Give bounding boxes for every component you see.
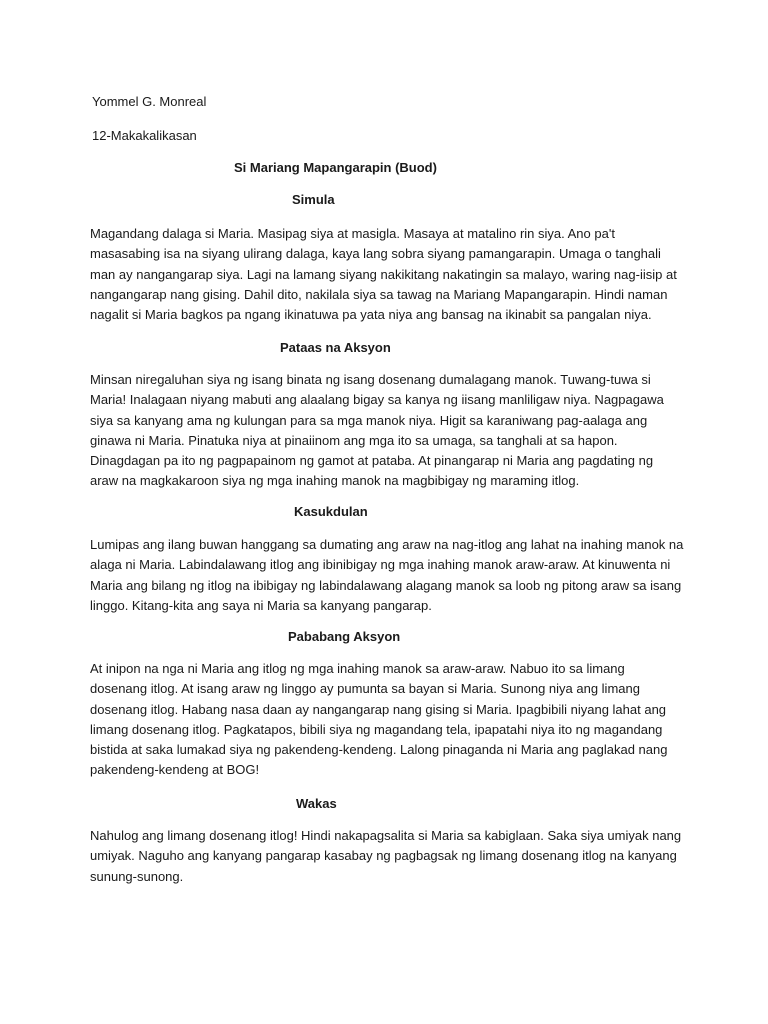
section-heading-kasukdulan: Kasukdulan	[294, 504, 368, 519]
document-title: Si Mariang Mapangarapin (Buod)	[234, 160, 437, 175]
section-heading-pataas-na-aksyon: Pataas na Aksyon	[280, 340, 391, 355]
section-heading-pababang-aksyon: Pababang Aksyon	[288, 629, 401, 644]
section-heading-simula: Simula	[292, 192, 335, 207]
section-text-simula: Magandang dalaga si Maria. Masipag siya at masigla. Masaya at matalino rin siya. Ano pa't masasabing isa na siyang ulirang dalaga, kaya lang sobra siyang pamangarapin. Umaga o tanghali man ay nangangarap siya. Lagi na lamang siyang nakikitang nakatingin sa malayo, waring nag-iisip at nangangarap nang gising. Dahil dito, nakilala siya sa tawag na Mariang Mapangarapin. Hindi naman nagalit si Maria bagkos pa ngang ikinatuwa pa yata niya ang bansag na ikinabit sa pangalan niya.	[90, 226, 677, 323]
section-heading-wakas: Wakas	[296, 796, 337, 811]
section-text-kasukdulan: Lumipas ang ilang buwan hanggang sa dumating ang araw na nag-itlog ang lahat na inahing manok na alaga ni Maria. Labindalawang itlog ang ibinibigay ng mga inahing manok araw-araw. At kinuwenta ni Maria ang bilang ng itlog na ibibigay ng labindalawang alagang manok sa loob ng pitong araw sa isang linggo. Kitang-kita ang saya ni Maria sa kanyang pangarap.	[90, 537, 684, 613]
class-section: 12-Makakalikasan	[92, 128, 197, 143]
author-name: Yommel G. Monreal	[92, 94, 207, 109]
section-text-pababang-aksyon: At inipon na nga ni Maria ang itlog ng mga inahing manok sa araw-araw. Nabuo ito sa limang dosenang itlog. At isang araw ng linggo ay pumunta sa bayan si Maria. Sunong niya ang limang dosenang itlog. Habang nasa daan ay nangangarap nang gising si Maria. Ipagbibili niyang lahat ang limang dosenang itlog. Pagkatapos, bibili siya ng magandang tela, ipapatahi niya ito ng magandang bistida at saka lumakad siya ng pakendeng-kendeng. Lalong pinaganda ni Maria ang paglakad nang pakendeng-kendeng at BOG!	[90, 661, 668, 778]
section-text-pataas-na-aksyon: Minsan niregaluhan siya ng isang binata ng isang dosenang dumalagang manok. Tuwang-tuwa si Maria! Inalagaan niyang mabuti ang alaalang bigay sa kanya ng iisang manliligaw niya. Nagpagawa siya sa kanyang ama ng kulungan para sa mga manok niya. Higit sa karaniwang pag-aalaga ang ginawa ni Maria. Pinatuka niya at pinaiinom ang mga ito sa umaga, sa tanghali at sa hapon. Dinagdagan pa ito ng pagpapainom ng gamot at pataba. At pinangarap ni Maria ang pagdating ng araw na magkakaroon siya ng mga inahing manok na magbibigay ng maraming itlog.	[90, 372, 664, 489]
section-text-wakas: Nahulog ang limang dosenang itlog! Hindi nakapagsalita si Maria sa kabiglaan. Saka siya umiyak nang umiyak. Naguho ang kanyang pangarap kasabay ng pagbagsak ng limang dosenang itlog na kanyang sunung-sunong.	[90, 828, 682, 884]
